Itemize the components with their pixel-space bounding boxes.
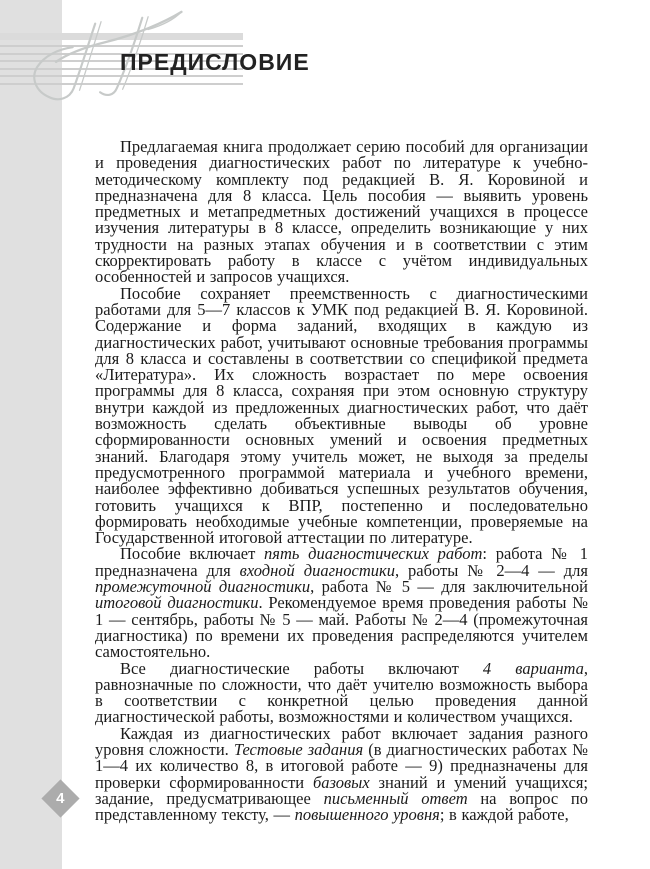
left-margin-strip (0, 0, 65, 869)
page-title: ПРЕДИСЛОВИЕ (120, 49, 310, 75)
preface-text (95, 139, 588, 823)
paragraph: Пособие сохраняет преемственность с диагностическими работами для 5—7 классов к УМК под редакцией В. Я. Коровиной. Содержание и форма заданий, входящих в каждую из диагностических работ, учитывают основные требования программы для 8 класса и составлены в соответствии со спецификой предмета «Литература». Их сложность возрастает по мере освоения программы для 8 класса, сохраняя при этом основную структуру внутри каждой из предложенных диагностических работ, что даёт возможность сделать объективные выводы об уровне сформированности основных умений и освоения предметных знаний. Благодаря этому учитель может, не выходя за пределы предусмотренного программой материала и учебного времени, наиболее эффективно добиваться успешных результатов обучения, готовить учащихся к ВПР, постепенно и последовательно формировать необходимые учебные компетенции, проверяемые на Государственной итоговой аттестации по литературе. (95, 283, 588, 548)
paragraph: Каждая из диагностических работ включает задания разного уровня сложности. Тестовые задания (в диагностических работах № 1—4 их количество 8, в итоговой работе — 9) предназначены для проверки сформированности базовых знаний и умений учащихся; задание, предусматривающее письменный ответ на вопрос по представленному тексту, — повышенного уровня; в каждой работе, (95, 723, 588, 825)
paragraph: Предлагаемая книга продолжает серию пособий для организации и проведения диагностических работ по литературе к учебно-методическому комплекту под редакцией В. Я. Коровиной и предназначена для 8 класса. Цель пособия — выявить уровень предметных и метапредметных достижений учащихся в процессе изучения литературы в 8 классе, определить возникающие у них трудности на разных этапах обучения и в соответствии с этим скорректировать работу в классе с учётом индивидуальных особенностей и запросов учащихся. (95, 137, 588, 287)
paragraph: Пособие включает пять диагностических работ: работа № 1 предназначена для входной диагностики, работы № 2—4 — для промежуточной диагностики, работа № 5 — для заключительной итоговой диагностики. Рекомендуемое время проведения работы № 1 — сентябрь, работы № 5 — май. Работы № 2—4 (промежуточная диагностика) по времени их проведения распределяются учителем самостоятельно. (95, 544, 588, 662)
page-number: 4 (56, 790, 65, 807)
paragraph: Все диагностические работы включают 4 варианта, равнозначные по сложности, что даёт учителю возможность выбора в соответствии с конкретной целью проведения данной диагностической работы, возможностями и количеством учащихся. (95, 658, 588, 727)
